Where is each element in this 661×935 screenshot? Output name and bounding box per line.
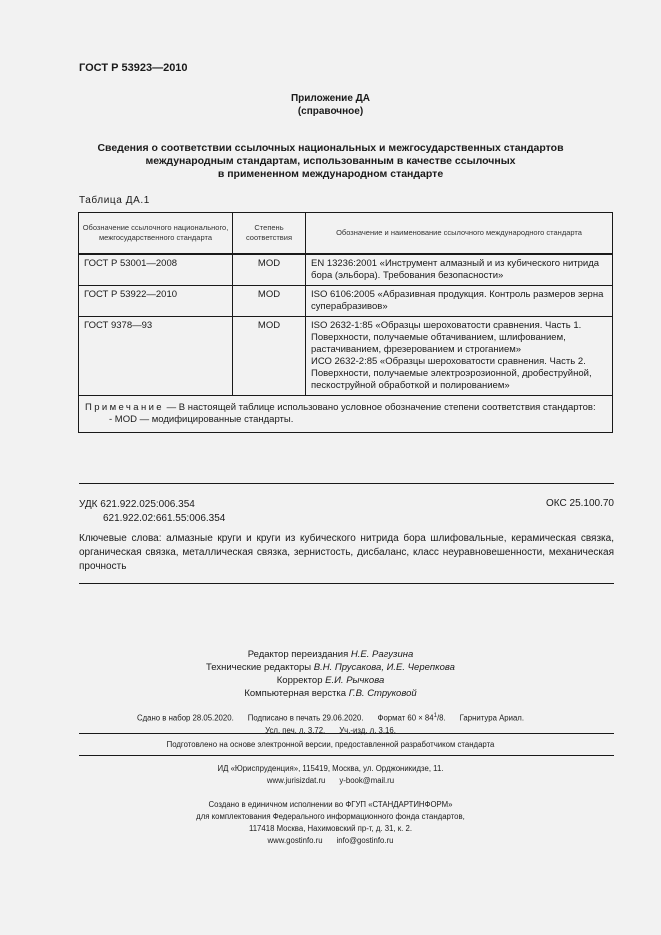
note-item: - MOD — модифицированные стандарты. [109,414,294,425]
international-text: ИСО 2632-2:85 «Образцы шероховатости сравнения. Часть 2. Поверхности, получаемые электроэрозионной, дробеструйной, пескоструйной обработкой и полированием» [311,356,592,391]
standard-cell: ГОСТ Р 53922—2010 [79,286,233,317]
editor-name: В.Н. Прусакова, И.Е. Черепкова [313,662,455,673]
editors-block [0,648,661,700]
correspondence-table [78,212,613,433]
print-info-line: Сдано в набор 28.05.2020. Подписано в печать 29.06.2020. Формат $60 \times 84^1/8$. Гарнитура Ариал. [136,713,525,723]
keywords: Ключевые слова: алмазные круги и круги из кубического нитрида бора шлифовальные, керамическая связка, органическая связка, металлическая связка, зернистость, дисбаланс, класс неуравновешенности, механическая прочность [79,533,614,572]
note-label: Примечание [85,402,164,413]
table-header-cell: Обозначение и наименование ссылочного международного стандарта [306,213,613,255]
info-title [0,142,661,181]
created-block [0,799,661,847]
table-note-row [79,396,613,433]
print-info-line [0,725,661,737]
table-row [79,286,613,317]
print-sheets: Усл. печ. л. 3,72. [265,725,326,735]
gostinfo-site-link[interactable]: www.gostinfo.ru [267,836,323,845]
note-text: — В настоящей таблице использовано условное обозначение степени соответствия стандартов: [164,402,596,413]
international-cell: EN 13236:2001 «Инструмент алмазный и из кубического нитрида бора (эльбора). Требования безопасности» [306,254,613,286]
pub-sheets: Уч.-изд. л. 3,16. [339,725,396,735]
editor-line [0,648,661,661]
udk-line: УДК 621.922.025:006.354 [79,499,195,510]
created-line: 117418 Москва, Нахимовский пр-т, д. 31, к. 2. [248,824,413,833]
udk-block [79,498,225,526]
info-title-line: Сведения о соответствии ссылочных национальных и межгосударственных стандартов [97,142,564,154]
table-header-cell: Степень соответствия [233,213,306,255]
annex-subtitle: (справочное) [297,106,364,117]
created-line: Создано в единичном исполнении во ФГУП «СТАНДАРТИНФОРМ» [208,800,453,809]
degree-cell: MOD [233,317,306,396]
editor-line [0,674,661,687]
oks-code: ОКС 25.100.70 [546,498,614,509]
divider [79,583,614,584]
table-header-row [79,213,613,255]
udk-line: 621.922.02:661.55:006.354 [103,513,226,524]
editor-role: Редактор переиздания [247,649,349,660]
editor-name: Е.И. Рычкова [325,675,385,686]
table-row [79,317,613,396]
publisher-block [0,763,661,787]
format-sup: 1 [433,713,437,719]
created-line: для комплектования Федерального информационного фонда стандартов, [196,812,465,821]
divider [79,483,614,484]
international-cell [306,317,613,396]
editor-name: Н.Е. Рагузина [350,649,414,660]
editor-name: Г.В. Струковой [348,688,417,699]
table-header-cell: Обозначение ссылочного национального, межгосударственного стандарта [79,213,233,255]
gostinfo-email-link[interactable]: info@gostinfo.ru [336,836,394,845]
format-sub: /8 [436,713,444,723]
publisher-site-link[interactable]: www.jurisizdat.ru [266,776,326,785]
divider [79,755,614,756]
editor-role: Корректор [276,675,323,686]
standard-cell: ГОСТ 9378—93 [79,317,233,396]
prepared-note: Подготовлено на основе электронной версии, предоставленной разработчиком стандарта [166,740,495,749]
annex-heading [0,92,661,118]
document-code: ГОСТ Р 53923—2010 [79,62,188,74]
degree-cell: MOD [233,286,306,317]
font-info: Гарнитура Ариал. [459,713,525,723]
publisher-address: ИД «Юриспруденция», 115419, Москва, ул. Орджоникидзе, 11. [217,764,444,773]
table-label: Таблица ДА.1 [79,195,150,206]
table-note [79,396,613,433]
editor-line [0,661,661,674]
standard-cell: ГОСТ Р 53001—2008 [79,254,233,286]
publisher-email-link[interactable]: y-book@mail.ru [339,776,395,785]
created-contacts [0,835,661,847]
international-text: ISO 2632-1:85 «Образцы шероховатости сравнения. Часть 1. Поверхности, получаемые обтачиванием, шлифованием, растачиванием, фрезерованием и строганием» [311,320,582,355]
table-row [79,254,613,286]
editor-role: Компьютерная верстка [244,688,347,699]
publisher-contacts [0,775,661,787]
editor-role: Технические редакторы [206,662,312,673]
international-cell: ISO 6106:2005 «Абразивная продукция. Контроль размеров зерна суперабразивов» [306,286,613,317]
submitted-date: Сдано в набор 28.05.2020. [136,713,234,723]
editor-line [0,687,661,700]
degree-cell: MOD [233,254,306,286]
info-title-line: в примененном международном стандарте [217,168,444,180]
signed-date: Подписано в печать 29.06.2020. [247,713,364,723]
info-title-line: международным стандартам, использованным в качестве ссылочных [145,155,516,167]
divider [79,733,614,734]
annex-title: Приложение ДА [290,93,371,104]
format-value: Формат 60 × 84 [377,713,434,723]
